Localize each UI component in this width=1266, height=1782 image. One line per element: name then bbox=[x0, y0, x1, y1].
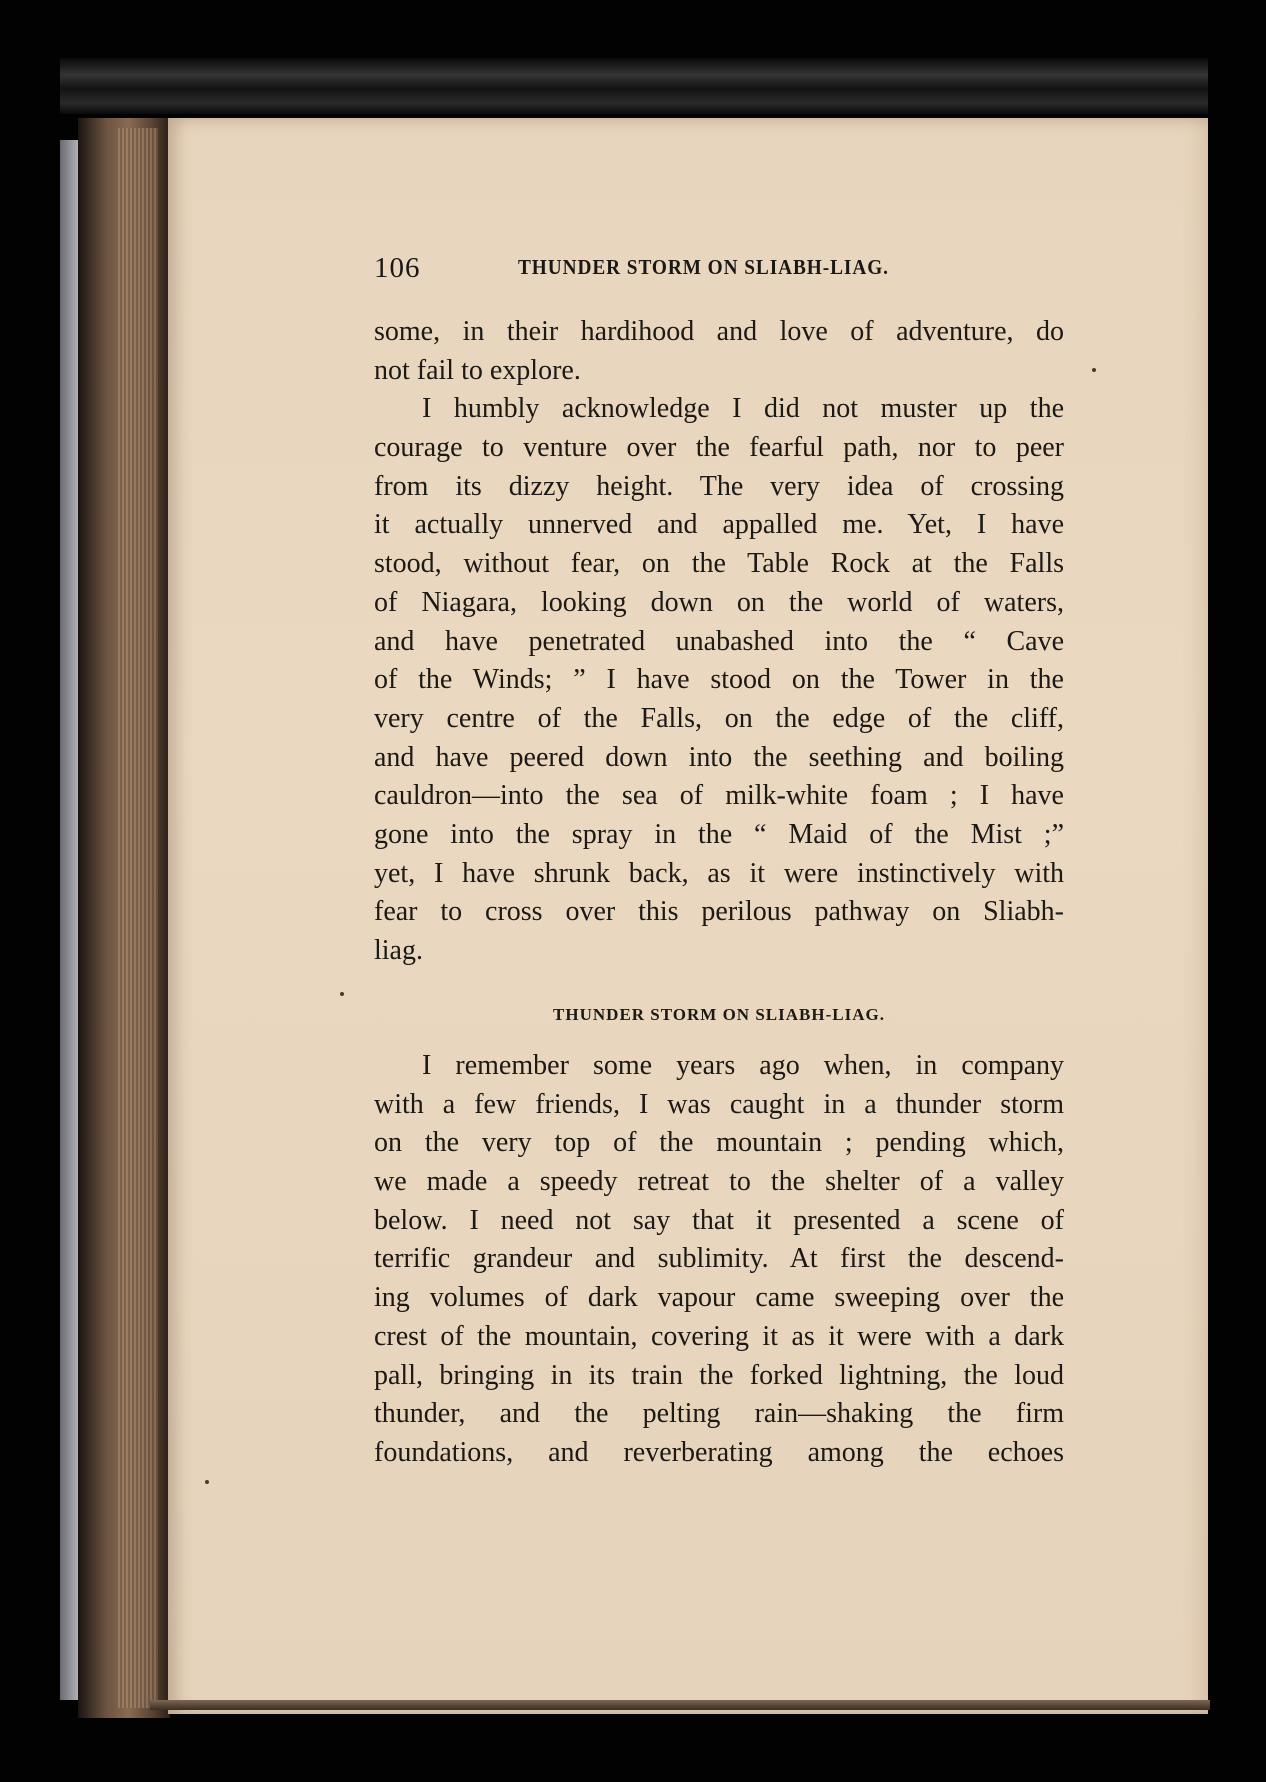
text-line: pall, bringing in its train the forked lightning, the loud bbox=[374, 1359, 1064, 1391]
text-line: gone into the spray in the “ Maid of the Mist ;” bbox=[374, 818, 1064, 850]
text-line: it actually unnerved and appalled me. Yet, I have bbox=[374, 509, 1064, 541]
text-line: of Niagara, looking down on the world of waters, bbox=[374, 586, 1064, 618]
section-heading: THUNDER STORM ON SLIABH-LIAG. bbox=[553, 1005, 885, 1024]
text-line: terrific grandeur and sublimity. At first the descend- bbox=[374, 1243, 1064, 1275]
paper-speck bbox=[340, 992, 344, 996]
paper-speck bbox=[205, 1480, 209, 1484]
running-head-title: THUNDER STORM ON SLIABH-LIAG. bbox=[518, 255, 889, 279]
text-line: very centre of the Falls, on the edge of the cliff, bbox=[374, 702, 1064, 734]
text-line: not fail to explore. bbox=[374, 354, 581, 386]
paper-speck bbox=[1092, 368, 1096, 372]
text-line: fear to cross over this perilous pathway on Sliabh- bbox=[374, 896, 1064, 928]
text-line: with a few friends, I was caught in a thunder storm bbox=[374, 1088, 1064, 1120]
text-line: of the Winds; ” I have stood on the Tower in the bbox=[374, 664, 1064, 696]
text-line: I humbly acknowledge I did not muster up the bbox=[422, 393, 1064, 425]
text-line: liag. bbox=[374, 935, 423, 966]
text-line: from its dizzy height. The very idea of crossing bbox=[374, 470, 1064, 502]
text-line: thunder, and the pelting rain—shaking the firm bbox=[374, 1398, 1064, 1430]
text-line: and have penetrated unabashed into the “ Cave bbox=[374, 625, 1064, 657]
text-line: below. I need not say that it presented a scene of bbox=[374, 1204, 1064, 1236]
text-line: I remember some years ago when, in company bbox=[422, 1050, 1064, 1081]
text-line: cauldron—into the sea of milk-white foam ; I have bbox=[374, 780, 1064, 812]
plastic-sleeve bbox=[60, 58, 1208, 114]
text-line: we made a speedy retreat to the shelter of a valley bbox=[374, 1166, 1064, 1198]
text-line: courage to venture over the fearful path, nor to peer bbox=[374, 432, 1064, 464]
text-line: stood, without fear, on the Table Rock at the Falls bbox=[374, 548, 1064, 580]
page-bottom-edge bbox=[150, 1700, 1210, 1710]
page-number: 106 bbox=[374, 252, 421, 284]
text-line: foundations, and reverberating among the echoes bbox=[374, 1436, 1064, 1468]
text-line: ing volumes of dark vapour came sweeping over the bbox=[374, 1282, 1064, 1314]
text-block-before-heading bbox=[374, 313, 1064, 971]
text-line: crest of the mountain, covering it as it were with a dark bbox=[374, 1320, 1064, 1352]
text-block-after-heading bbox=[374, 1047, 1064, 1473]
text-line: some, in their hardihood and love of adventure, do bbox=[374, 316, 1064, 347]
book-page-edges bbox=[78, 118, 170, 1718]
text-line: yet, I have shrunk back, as it were instinctively with bbox=[374, 857, 1064, 889]
running-head bbox=[374, 252, 1064, 288]
text-line: on the very top of the mountain ; pending which, bbox=[374, 1127, 1064, 1159]
text-line: and have peered down into the seething and boiling bbox=[374, 741, 1064, 773]
